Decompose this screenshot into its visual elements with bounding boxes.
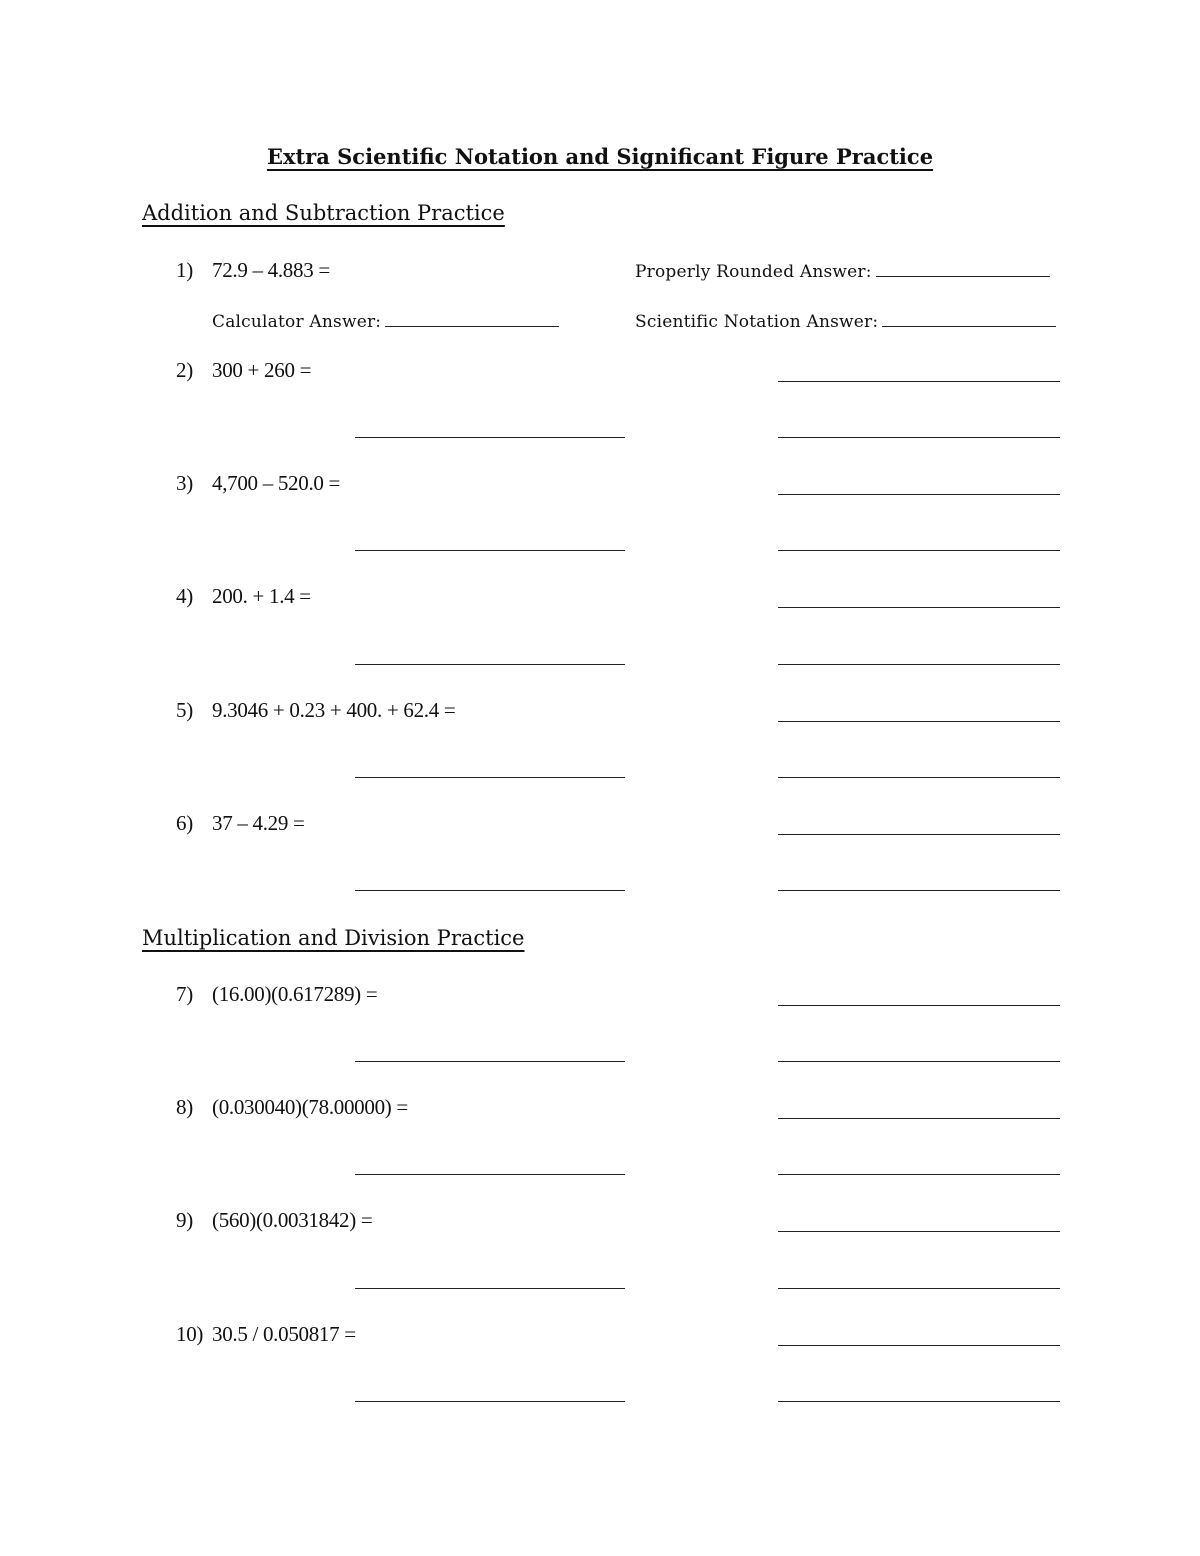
- answer-line[interactable]: [778, 834, 1060, 835]
- answer-line[interactable]: [355, 1288, 625, 1289]
- scientific-notation-answer-line[interactable]: [882, 325, 1056, 327]
- problem-expression: 4,700 – 520.0 =: [212, 471, 341, 495]
- problem-number: 3): [176, 471, 193, 495]
- answer-line[interactable]: [355, 664, 625, 665]
- answer-line[interactable]: [355, 550, 625, 551]
- answer-line[interactable]: [778, 890, 1060, 891]
- properly-rounded-label: Properly Rounded Answer:: [635, 262, 872, 282]
- problem-expression: 30.5 / 0.050817 =: [212, 1322, 356, 1346]
- problem-expression: 9.3046 + 0.23 + 400. + 62.4 =: [212, 698, 456, 722]
- answer-line[interactable]: [778, 721, 1060, 722]
- answer-line[interactable]: [778, 1174, 1060, 1175]
- answer-line[interactable]: [778, 550, 1060, 551]
- section-heading-addition: Addition and Subtraction Practice: [142, 201, 505, 225]
- problem-expression: (560)(0.0031842) =: [212, 1208, 373, 1232]
- problem-number: 2): [176, 358, 193, 382]
- answer-line[interactable]: [778, 777, 1060, 778]
- answer-line[interactable]: [778, 1231, 1060, 1232]
- problem-number: 5): [176, 698, 193, 722]
- problem-number: 8): [176, 1095, 193, 1119]
- problem-expression: (16.00)(0.617289) =: [212, 982, 378, 1006]
- problem-expression: 37 – 4.29 =: [212, 811, 305, 835]
- answer-line[interactable]: [778, 437, 1060, 438]
- scientific-notation-label-row: [635, 312, 1056, 332]
- problem-number: 10): [176, 1322, 204, 1346]
- calculator-label-row: [212, 312, 559, 332]
- answer-line[interactable]: [355, 1401, 625, 1402]
- problem-number: 6): [176, 811, 193, 835]
- answer-line[interactable]: [778, 1345, 1060, 1346]
- problem-expression: (0.030040)(78.00000) =: [212, 1095, 408, 1119]
- properly-rounded-answer-line[interactable]: [876, 275, 1050, 277]
- problem-number: 1): [176, 258, 193, 282]
- answer-line[interactable]: [355, 890, 625, 891]
- answer-line[interactable]: [778, 1061, 1060, 1062]
- answer-line[interactable]: [778, 607, 1060, 608]
- answer-line[interactable]: [778, 1005, 1060, 1006]
- answer-line[interactable]: [355, 777, 625, 778]
- answer-line[interactable]: [778, 1288, 1060, 1289]
- properly-rounded-label-row: [635, 262, 1050, 282]
- problem-number: 7): [176, 982, 193, 1006]
- problem-number: 9): [176, 1208, 193, 1232]
- answer-line[interactable]: [778, 494, 1060, 495]
- answer-line[interactable]: [355, 1174, 625, 1175]
- calculator-label: Calculator Answer:: [212, 312, 382, 332]
- section-heading-multiplication: Multiplication and Division Practice: [142, 926, 525, 950]
- answer-line[interactable]: [778, 664, 1060, 665]
- problem-expression: 200. + 1.4 =: [212, 584, 311, 608]
- problem-expression: 300 + 260 =: [212, 358, 312, 382]
- answer-line[interactable]: [778, 381, 1060, 382]
- problem-number: 4): [176, 584, 193, 608]
- calculator-answer-line[interactable]: [385, 325, 559, 327]
- answer-line[interactable]: [355, 437, 625, 438]
- scientific-notation-label: Scientific Notation Answer:: [635, 312, 879, 332]
- answer-line[interactable]: [355, 1061, 625, 1062]
- answer-line[interactable]: [778, 1118, 1060, 1119]
- page-title: Extra Scientific Notation and Significant Figure Practice: [266, 144, 934, 169]
- answer-line[interactable]: [778, 1401, 1060, 1402]
- problem-expression: 72.9 – 4.883 =: [212, 258, 330, 282]
